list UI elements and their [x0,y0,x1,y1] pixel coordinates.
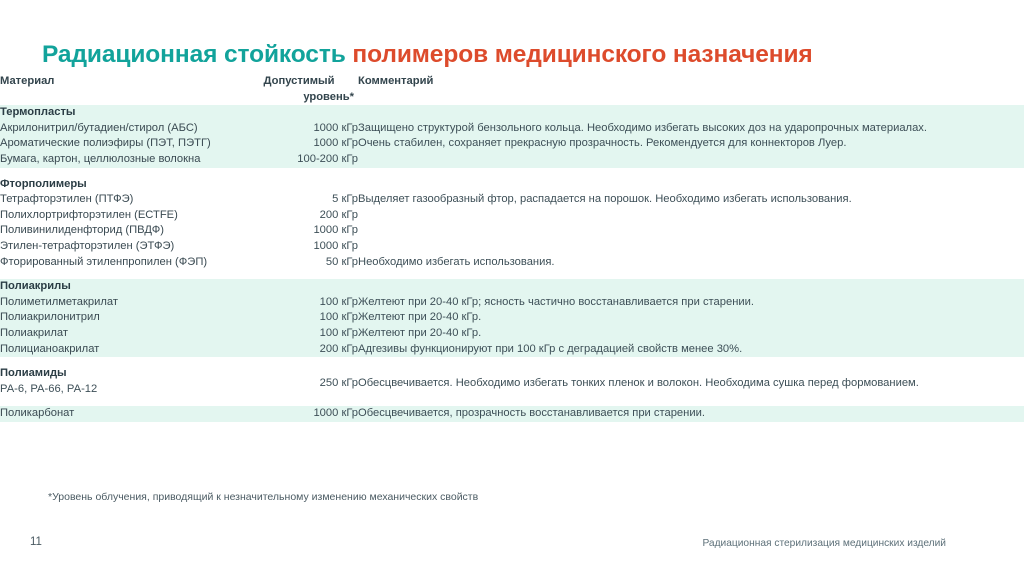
cell-comment: Очень стабилен, сохраняет прекрасную прозрачность. Рекомендуется для коннекторов Луер. [358,136,1024,152]
table-row [0,121,1024,137]
table-row [0,366,1024,397]
cell-material: Бумага, картон, целлюлозные волокна [0,152,240,168]
table-header [0,74,1024,105]
cell-level: 1000 кГр [240,136,358,152]
table-row [0,152,1024,168]
cell-comment [358,239,1024,255]
cell-material-text: РА-6, РА-66, РА-12 [0,382,98,395]
polymer-table-container [0,74,1024,422]
cell-level: 1000 кГр [240,406,358,422]
table-row [0,342,1024,358]
cell-level: 5 кГр [240,192,358,208]
table-group-label: Термопласты [0,105,240,121]
cell-material: Полиакрилонитрил [0,310,240,326]
cell-level: 50 кГр [240,255,358,271]
column-header-level-line1: Допустимый [263,75,335,87]
cell-comment: Необходимо избегать использования. [358,255,1024,271]
cell-level: 1000 кГр [240,121,358,137]
table-group-level [240,279,358,295]
footnote: *Уровень облучения, приводящий к незначительному изменению механических свойств [48,491,479,503]
cell-material: Полицианоакрилат [0,342,240,358]
table-group-label: Полиакрилы [0,279,240,295]
cell-comment-text: Обесцвечивается. Необходимо избегать тонких пленок и волокон. Необходима сушка перед формованием. [358,377,919,390]
page-number: 11 [30,536,42,548]
row-spacer [0,397,1024,406]
cell-comment: Адгезивы функционируют при 100 кГр с деградацией свойств менее 30%. [358,342,1024,358]
table-group-label: Полиамиды [0,367,67,380]
table-header-row [0,74,1024,105]
page-title [42,42,813,69]
table-group-comment [358,279,1024,295]
cell-material: Этилен-тетрафторэтилен (ЭТФЭ) [0,239,240,255]
table-row [0,295,1024,311]
cell-level [240,366,358,397]
cell-level: 100-200 кГр [240,152,358,168]
table-group-row [0,177,1024,193]
cell-level: 100 кГр [240,295,358,311]
cell-material: Акрилонитрил/бутадиен/стирол (АБС) [0,121,240,137]
cell-level: 1000 кГр [240,239,358,255]
cell-comment [358,208,1024,224]
cell-material: Ароматические полиэфиры (ПЭТ, ПЭТГ) [0,136,240,152]
cell-level: 100 кГр [240,310,358,326]
table-group-comment [358,177,1024,193]
table-group-comment [358,105,1024,121]
cell-level: 100 кГр [240,326,358,342]
cell-material: Полиметилметакрилат [0,295,240,311]
cell-comment: Желтеют при 20-40 кГр. [358,326,1024,342]
column-header-level [240,74,358,105]
polymer-table [0,74,1024,422]
row-spacer [0,357,1024,366]
row-spacer-cell [0,270,1024,279]
table-group-row [0,105,1024,121]
table-group-level [240,105,358,121]
row-spacer [0,168,1024,177]
cell-comment: Обесцвечивается, прозрачность восстанавливается при старении. [358,406,1024,422]
table-row [0,310,1024,326]
row-spacer-cell [0,357,1024,366]
column-header-material: Материал [0,75,55,87]
row-spacer [0,270,1024,279]
table-group-row [0,279,1024,295]
cell-level: 1000 кГр [240,223,358,239]
cell-comment [358,366,1024,397]
footer-caption: Радиационная стерилизация медицинских изделий [702,538,946,549]
cell-comment [358,223,1024,239]
cell-material: Полиакрилат [0,326,240,342]
cell-material: Тетрафторэтилен (ПТФЭ) [0,192,240,208]
table-row [0,136,1024,152]
table-row [0,406,1024,422]
table-row [0,223,1024,239]
cell-level: 200 кГр [240,208,358,224]
table-row [0,192,1024,208]
table-row [0,239,1024,255]
cell-material [0,366,240,397]
table-group-label: Фторполимеры [0,177,240,193]
cell-level-text: 250 кГр [319,377,358,390]
page-title-accent: полимеров медицинского назначения [352,41,813,69]
cell-comment: Желтеют при 20-40 кГр; ясность частично восстанавливается при старении. [358,295,1024,311]
cell-material: Поливинилиденфторид (ПВДФ) [0,223,240,239]
column-header-comment: Комментарий [358,75,434,87]
table-group-level [240,177,358,193]
cell-comment: Защищено структурой бензольного кольца. Необходимо избегать высоких доз на ударопрочных материалах. [358,121,1024,137]
table-row [0,255,1024,271]
cell-comment: Выделяет газообразный фтор, распадается на порошок. Необходимо избегать использования. [358,192,1024,208]
table-row [0,326,1024,342]
row-spacer-cell [0,168,1024,177]
table-row [0,208,1024,224]
cell-level: 200 кГр [240,342,358,358]
row-spacer-cell [0,397,1024,406]
cell-material: Фторированный этиленпропилен (ФЭП) [0,255,240,271]
column-header-level-line2: уровень* [303,90,354,103]
cell-comment: Желтеют при 20-40 кГр. [358,310,1024,326]
table-body [0,105,1024,422]
page-title-primary: Радиационная стойкость [42,41,353,69]
cell-material: Поликарбонат [0,406,240,422]
cell-comment [358,152,1024,168]
cell-material: Полихлортрифторэтилен (ЕСТFЕ) [0,208,240,224]
